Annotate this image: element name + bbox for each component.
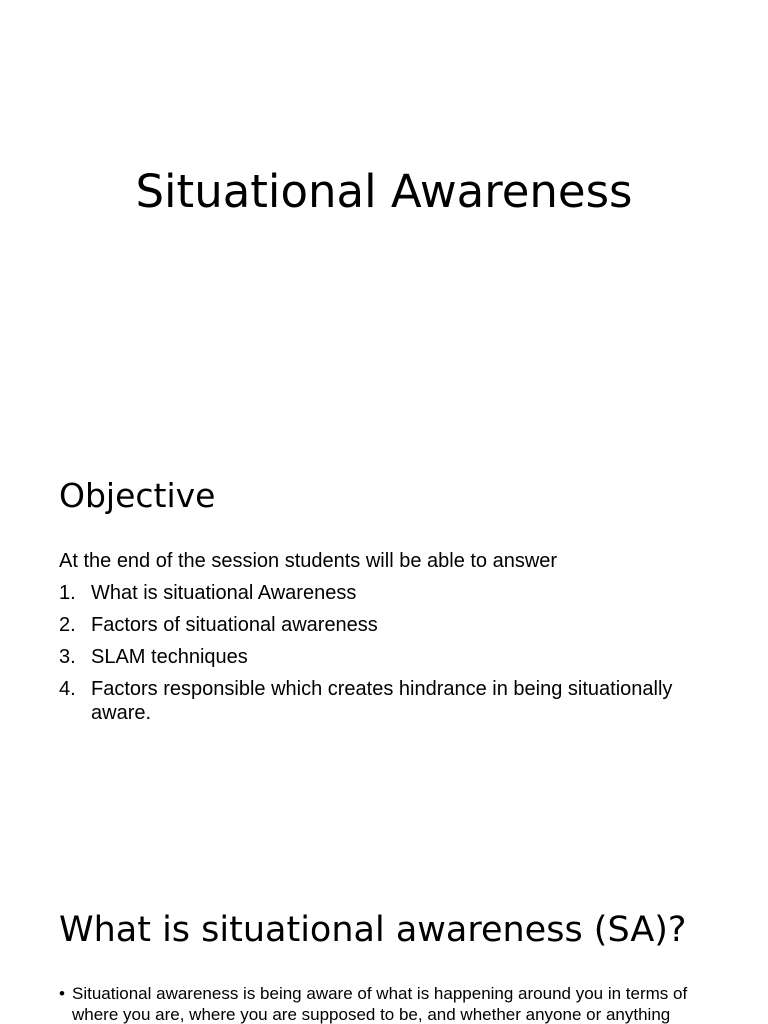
objective-item-text: SLAM techniques: [91, 646, 248, 668]
objective-heading: Objective: [59, 476, 216, 515]
definition-bullet-list: [59, 983, 719, 1024]
objective-slide: [0, 432, 768, 864]
definition-bullet-item: [59, 983, 719, 1024]
definition-slide: [0, 864, 768, 1024]
objective-item-number: 3.: [59, 646, 76, 668]
objective-item-number: 2.: [59, 614, 76, 636]
definition-heading: What is situational awareness (SA)?: [59, 910, 687, 950]
objective-item-1: [59, 581, 709, 605]
objective-item-text: What is situational Awareness: [91, 582, 357, 604]
title-slide: [0, 0, 768, 432]
objective-item-4: [59, 677, 709, 725]
objective-item-text: Factors responsible which creates hindrance in being situationally aware.: [91, 678, 673, 724]
objective-item-text: Factors of situational awareness: [91, 614, 378, 636]
bullet-icon: •: [59, 984, 65, 1003]
objective-item-number: 1.: [59, 582, 76, 604]
objective-item-number: 4.: [59, 678, 76, 700]
objective-item-3: [59, 645, 709, 669]
objective-list: [59, 581, 709, 733]
definition-bullet-text: Situational awareness is being aware of what is happening around you in terms of where you are, where you are supposed to be, and whether anyone or anything: [72, 984, 688, 1024]
objective-item-2: [59, 613, 709, 637]
objective-intro: At the end of the session students will be able to answer: [59, 550, 558, 572]
presentation-title: Situational Awareness: [135, 165, 633, 218]
